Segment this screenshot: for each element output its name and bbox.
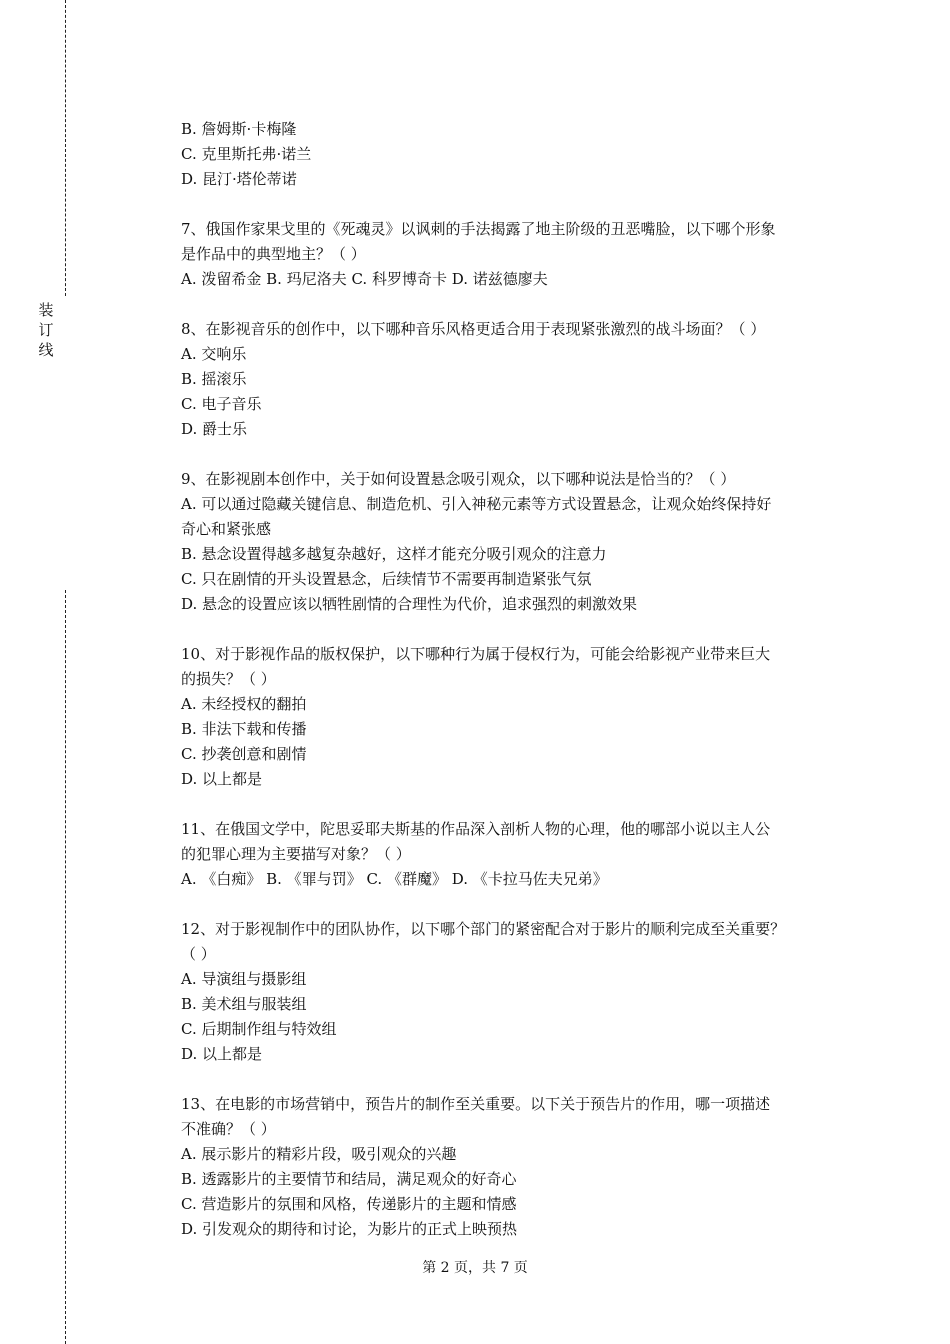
option-d: D. 悬念的设置应该以牺牲剧情的合理性为代价，追求强烈的刺激效果 [181,595,638,613]
question-stem: 13、在电影的市场营销中，预告片的制作至关重要。以下关于预告片的作用，哪一项描述 [181,1095,771,1113]
binding-label-char: 线 [38,341,54,359]
spacer [181,792,846,817]
spacer [181,617,846,642]
question-stem: 8、在影视音乐的创作中，以下哪种音乐风格更适合用于表现紧张激烈的战斗场面？（ ） [181,320,766,338]
option-b: B. 美术组与服装组 [181,995,307,1013]
option-b: B. 非法下载和传播 [181,720,307,738]
options-line: A. 泼留希金 B. 玛尼洛夫 C. 科罗博奇卡 D. 诺兹德廖夫 [181,270,548,288]
binding-line-top [65,0,66,296]
question-stem-continued: 是作品中的典型地主？（ ） [181,245,366,263]
binding-line-bottom [65,590,66,1344]
page-number-footer: 第 2 页，共 7 页 [422,1260,528,1276]
option-a: A. 导演组与摄影组 [181,970,307,988]
question-content [181,117,846,1242]
spacer [181,442,846,467]
options-line: A. 《白痴》 B. 《罪与罚》 C. 《群魔》 D. 《卡拉马佐夫兄弟》 [181,870,608,888]
option-d: D. 昆汀·塔伦蒂诺 [181,170,297,188]
option-c: C. 营造影片的氛围和风格，传递影片的主题和情感 [181,1195,517,1213]
option-a-continued: 奇心和紧张感 [181,520,272,538]
option-a: A. 展示影片的精彩片段，吸引观众的兴趣 [181,1145,457,1163]
binding-label-char: 装 [38,301,54,319]
option-d: D. 爵士乐 [181,420,248,438]
question-11 [181,817,846,892]
option-b: B. 詹姆斯·卡梅隆 [181,120,297,138]
question-stem: 11、在俄国文学中，陀思妥耶夫斯基的作品深入剖析人物的心理，他的哪部小说以主人公 [181,820,771,838]
question-10 [181,642,846,792]
question-7 [181,217,846,292]
option-c: C. 只在剧情的开头设置悬念，后续情节不需要再制造紧张气氛 [181,570,592,588]
spacer [181,1067,846,1092]
question-stem: 9、在影视剧本创作中，关于如何设置悬念吸引观众，以下哪种说法是恰当的？（ ） [181,470,736,488]
question-stem: 10、对于影视作品的版权保护，以下哪种行为属于侵权行为，可能会给影视产业带来巨大 [181,645,771,663]
question-9 [181,467,846,617]
spacer [181,892,846,917]
question-12 [181,917,846,1067]
question-stem-continued: （ ） [181,945,216,963]
spacer [181,292,846,317]
option-d: D. 以上都是 [181,1045,263,1063]
option-d: D. 以上都是 [181,770,263,788]
binding-label-char: 订 [38,321,54,339]
option-c: C. 抄袭创意和剧情 [181,745,307,763]
question-8 [181,317,846,442]
option-b: B. 透露影片的主要情节和结局，满足观众的好奇心 [181,1170,517,1188]
option-c: C. 后期制作组与特效组 [181,1020,337,1038]
option-b: B. 悬念设置得越多越复杂越好，这样才能充分吸引观众的注意力 [181,545,607,563]
option-a: A. 可以通过隐藏关键信息、制造危机、引入神秘元素等方式设置悬念，让观众始终保持好 [181,495,772,513]
question-stem-continued: 的损失？（ ） [181,670,276,688]
question-stem-continued: 的犯罪心理为主要描写对象？（ ） [181,845,411,863]
option-c: C. 克里斯托弗·诺兰 [181,145,312,163]
option-a: A. 未经授权的翻拍 [181,695,307,713]
option-d: D. 引发观众的期待和讨论，为影片的正式上映预热 [181,1220,518,1238]
option-a: A. 交响乐 [181,345,247,363]
question-stem: 12、对于影视制作中的团队协作，以下哪个部门的紧密配合对于影片的顺利完成至关重要？ [181,920,786,938]
binding-label [36,300,56,360]
question-6-options [181,117,846,192]
spacer [181,192,846,217]
question-13 [181,1092,846,1242]
option-b: B. 摇滚乐 [181,370,247,388]
option-c: C. 电子音乐 [181,395,262,413]
question-stem-continued: 不准确？（ ） [181,1120,276,1138]
question-stem: 7、俄国作家果戈里的《死魂灵》以讽刺的手法揭露了地主阶级的丑恶嘴脸，以下哪个形象 [181,220,776,238]
